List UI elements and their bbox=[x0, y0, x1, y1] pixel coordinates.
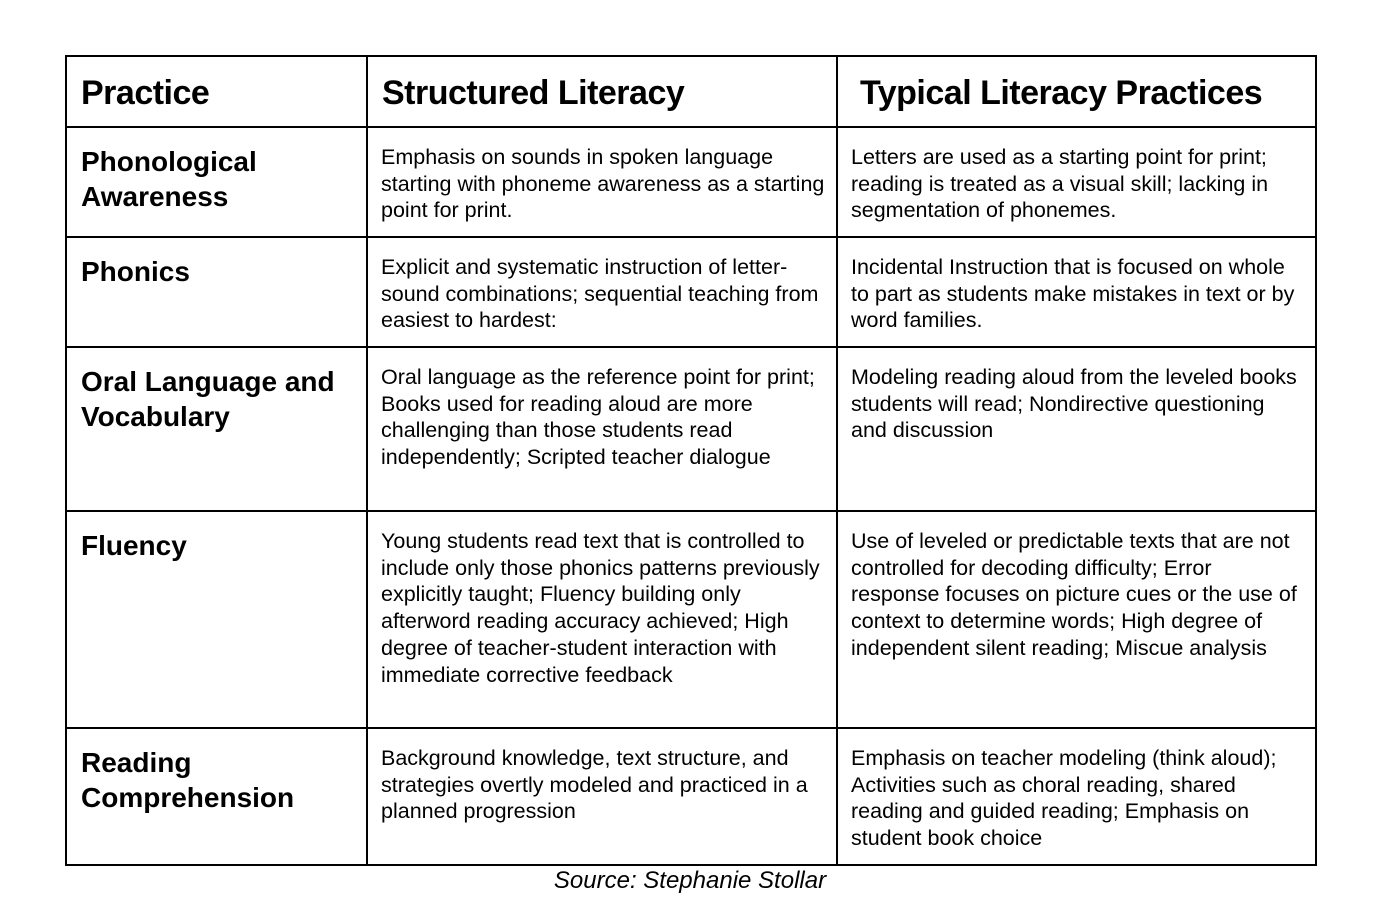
practice-cell: Phonological Awareness bbox=[66, 127, 367, 237]
practice-cell: Phonics bbox=[66, 237, 367, 347]
typical-practices-cell: Modeling reading aloud from the leveled books students will read; Nondirective questioning and discussion bbox=[837, 347, 1316, 511]
structured-literacy-cell: Young students read text that is controlled to include only those phonics patterns previously explicitly taught; Fluency building only afterword reading accuracy achieved; High degree of teacher-student interaction with immediate corrective feedback bbox=[367, 511, 837, 728]
source-caption: Source: Stephanie Stollar bbox=[553, 867, 827, 894]
typical-practices-cell: Emphasis on teacher modeling (think aloud); Activities such as choral reading, shared reading and guided reading; Emphasis on student book choice bbox=[837, 728, 1316, 865]
header-practice: Practice bbox=[66, 56, 367, 127]
structured-literacy-cell: Background knowledge, text structure, and strategies overtly modeled and practiced in a planned progression bbox=[367, 728, 837, 865]
table-row-oral-language bbox=[66, 347, 1316, 511]
typical-practices-cell: Use of leveled or predictable texts that are not controlled for decoding difficulty; Error response focuses on picture cues or the use of context to determine words; High degree of independent silent reading; Miscue analysis bbox=[837, 511, 1316, 728]
structured-literacy-cell: Oral language as the reference point for print; Books used for reading aloud are more challenging than those students read independently; Scripted teacher dialogue bbox=[367, 347, 837, 511]
typical-practices-cell: Letters are used as a starting point for print; reading is treated as a visual skill; lacking in segmentation of phonemes. bbox=[837, 127, 1316, 237]
literacy-comparison-table bbox=[65, 55, 1317, 866]
structured-literacy-cell: Emphasis on sounds in spoken language starting with phoneme awareness as a starting point for print. bbox=[367, 127, 837, 237]
header-typical-literacy-practices: Typical Literacy Practices bbox=[837, 56, 1316, 127]
table-row-phonics bbox=[66, 237, 1316, 347]
table-row-phonological-awareness bbox=[66, 127, 1316, 237]
table-row-reading-comprehension bbox=[66, 728, 1316, 865]
structured-literacy-cell: Explicit and systematic instruction of letter-sound combinations; sequential teaching from easiest to hardest: bbox=[367, 237, 837, 347]
typical-practices-cell: Incidental Instruction that is focused on whole to part as students make mistakes in text or by word families. bbox=[837, 237, 1316, 347]
practice-cell: Reading Comprehension bbox=[66, 728, 367, 865]
table-row-fluency bbox=[66, 511, 1316, 728]
header-structured-literacy: Structured Literacy bbox=[367, 56, 837, 127]
table-header-row bbox=[66, 56, 1316, 127]
practice-cell: Oral Language and Vocabulary bbox=[66, 347, 367, 511]
practice-cell: Fluency bbox=[66, 511, 367, 728]
